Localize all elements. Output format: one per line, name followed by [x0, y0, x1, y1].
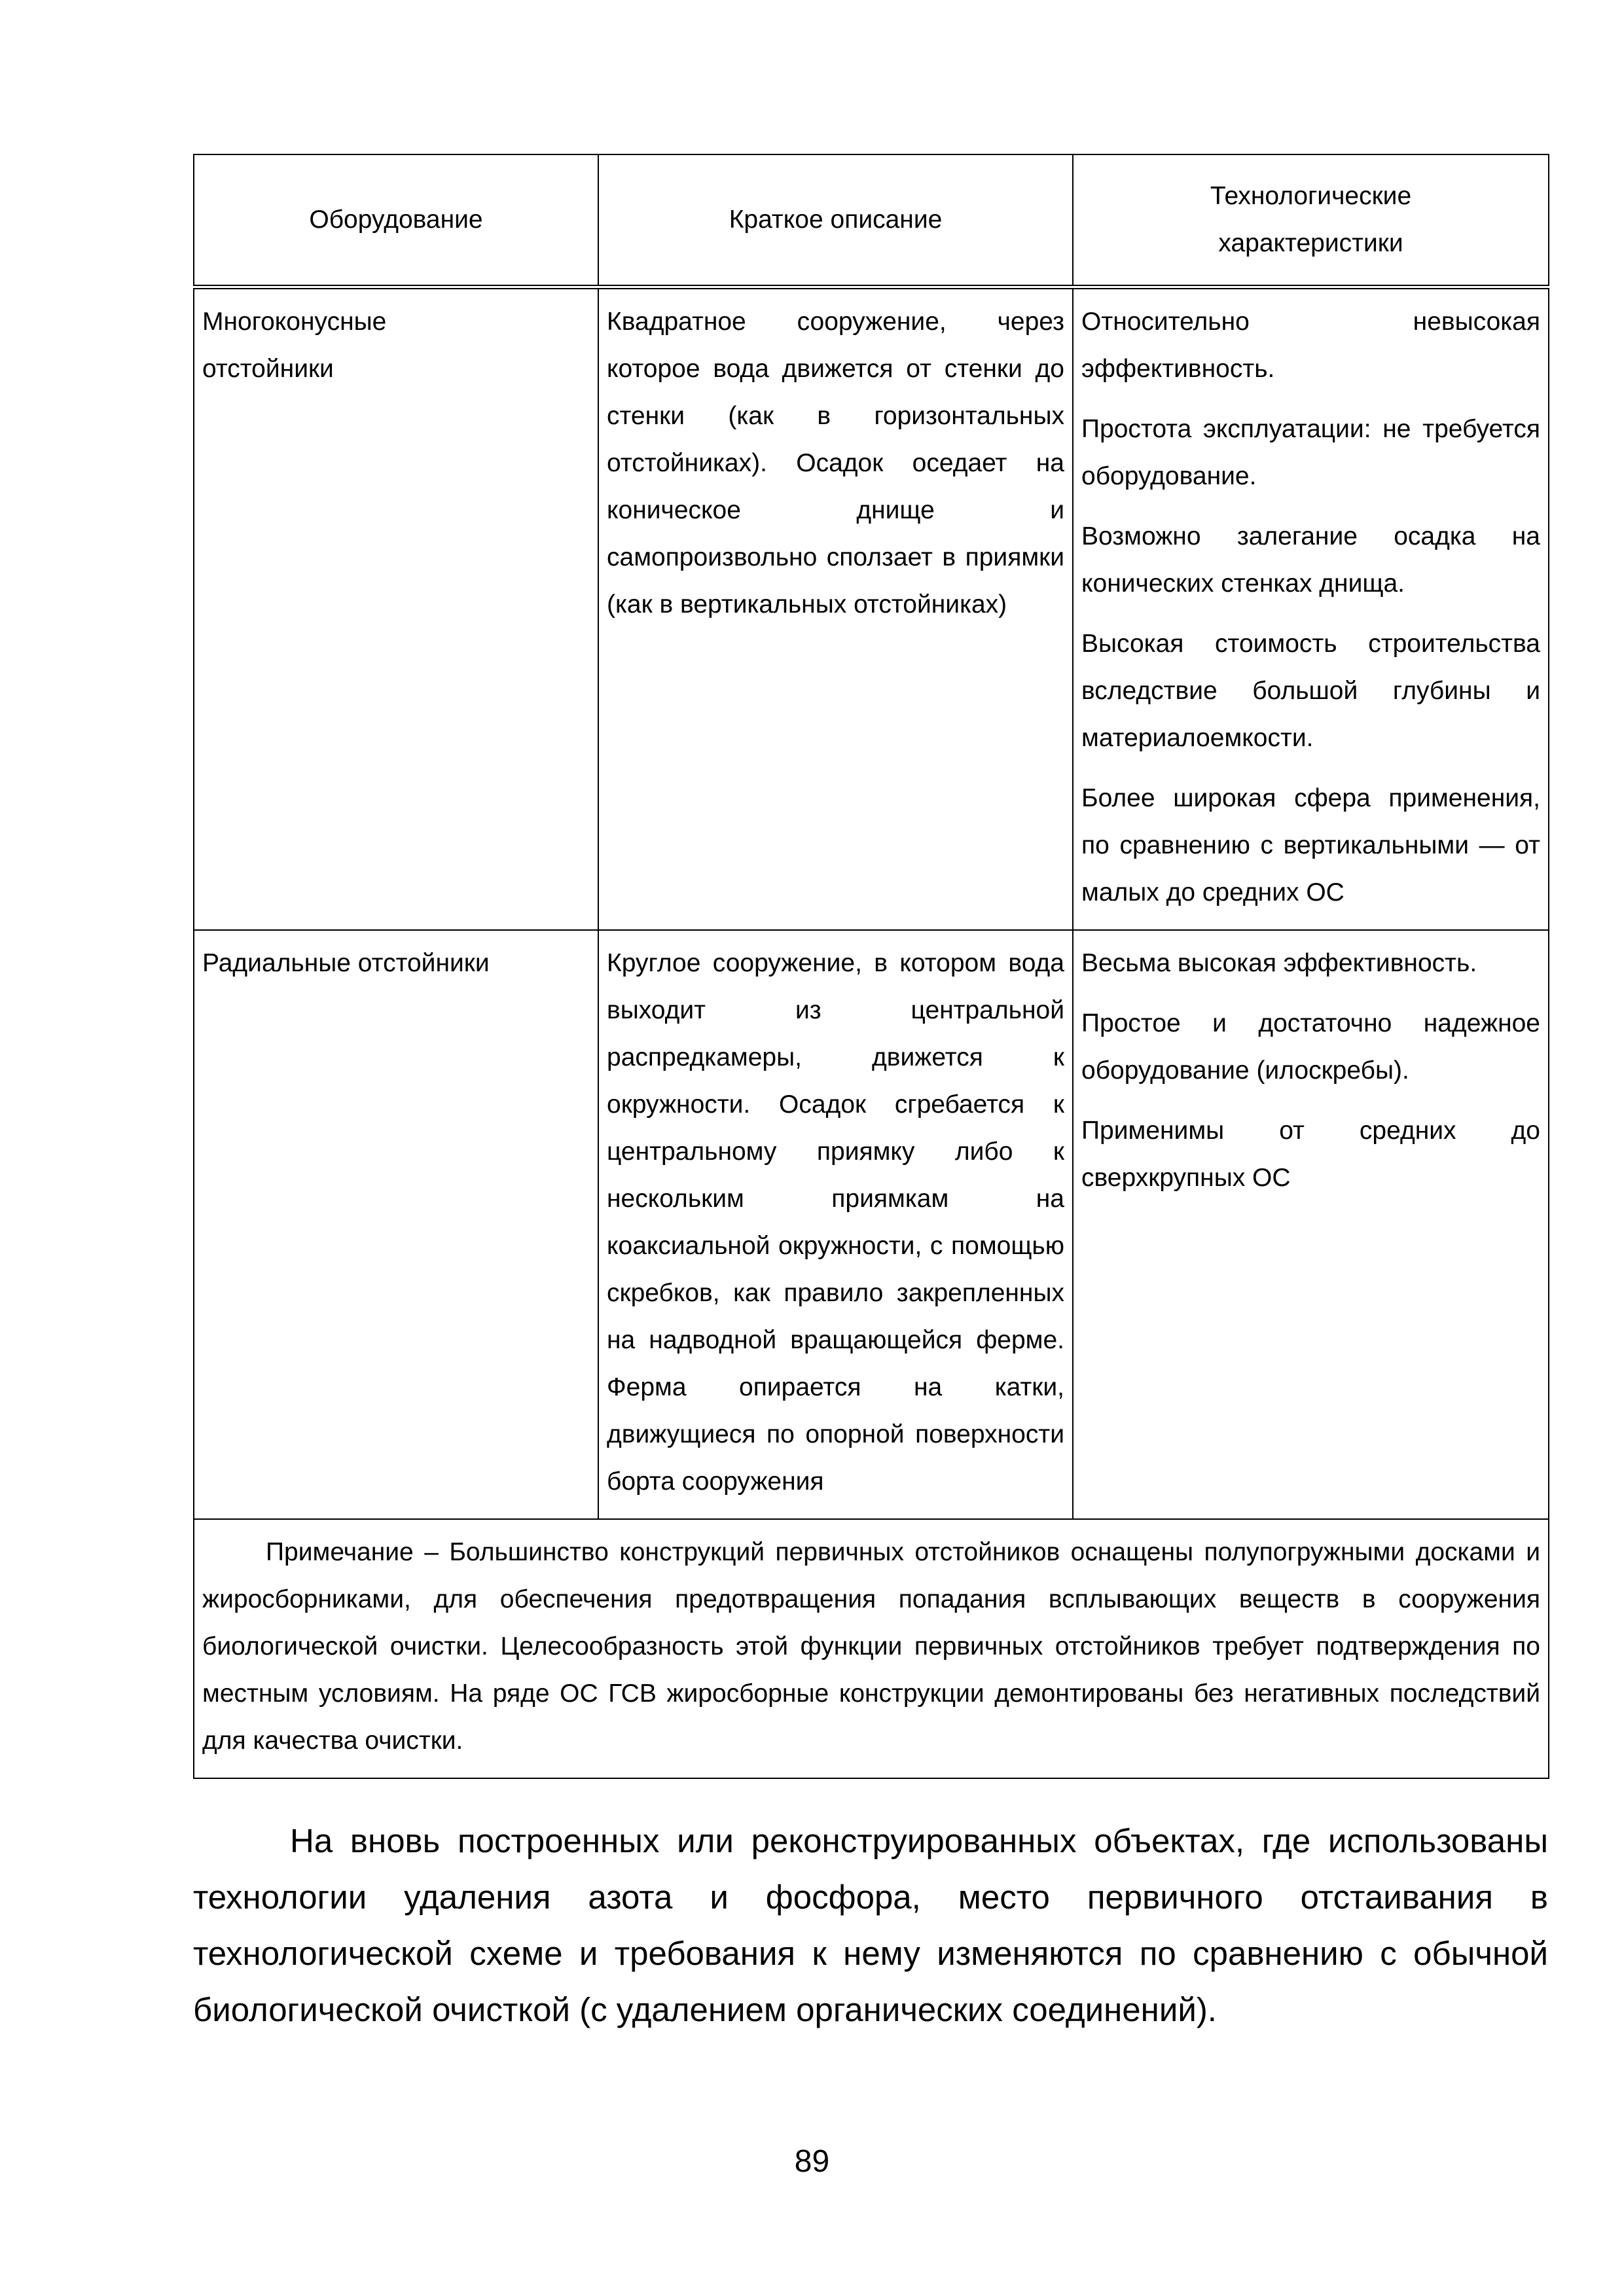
- characteristic-item: Простота эксплуатации: не требуется оборудование.: [1081, 415, 1540, 490]
- equipment-name: Многоконусные отстойники: [202, 308, 387, 383]
- header-characteristics: [1073, 154, 1549, 287]
- characteristic-item: Относительно невысокая эффективность.: [1081, 308, 1540, 383]
- cell-characteristics: [1073, 287, 1549, 931]
- characteristic-item: Весьма высокая эффективность.: [1081, 949, 1477, 977]
- table-note: Примечание – Большинство конструкций первичных отстойников оснащены полупогружными досками и жиросборниками, для обеспечения предотвращения попадания всплывающих веществ в сооружения биологической очистки. Целесообразность этой функции первичных отстойников требует подтверждения по местным условиям. На ряде ОС ГСВ жиросборные конструкции демонтированы без негативных последствий для качества очистки.: [202, 1538, 1540, 1755]
- cell-equipment: [194, 287, 598, 931]
- table-header-row: [194, 154, 1549, 287]
- equipment-table: [193, 154, 1549, 1779]
- page-number: 89: [794, 2144, 830, 2179]
- cell-equipment: Радиальные отстойники: [194, 930, 598, 1519]
- header-characteristics-text: Технологические характеристики: [1210, 182, 1412, 257]
- cell-description: Круглое сооружение, в котором вода выходит из центральной распредкамеры, движется к окружности. Осадок сгребается к центральному приямку либо к нескольким приямкам на коаксиальной окружности, с помощью скребков, как правило закрепленных на надводной вращающейся ферме. Ферма опирается на катки, движущиеся по опорной поверхности борта сооружения: [598, 930, 1073, 1519]
- table-note-cell: [194, 1519, 1549, 1778]
- body-paragraph: На вновь построенных или реконструированных объектах, где использованы технологии удаления азота и фосфора, место первичного отстаивания в технологической схеме и требования к нему изменяются по сравнению с обычной биологической очисткой (с удалением органических соединений).: [193, 1822, 1548, 2028]
- table-row: [194, 287, 1549, 931]
- characteristic-item: Применимы от средних до сверхкрупных ОС: [1081, 1117, 1540, 1192]
- table-note-row: [194, 1519, 1549, 1778]
- characteristic-item: Высокая стоимость строительства вследствие большой глубины и материалоемкости.: [1081, 630, 1540, 752]
- characteristic-item: Более широкая сфера применения, по сравнению с вертикальными — от малых до средних ОС: [1081, 784, 1540, 906]
- header-equipment: Оборудование: [194, 154, 598, 287]
- equipment-table-container: [193, 154, 1548, 1779]
- table-row: [194, 930, 1549, 1519]
- characteristic-item: Простое и достаточно надежное оборудование (илоскребы).: [1081, 1009, 1540, 1085]
- characteristic-item: Возможно залегание осадка на конических стенках днища.: [1081, 522, 1540, 598]
- cell-description: Квадратное сооружение, через которое вода движется от стенки до стенки (как в горизонтальных отстойниках). Осадок оседает на коническое днище и самопроизвольно сползает в приямки (как в вертикальных отстойниках): [598, 287, 1073, 931]
- cell-characteristics: [1073, 930, 1549, 1519]
- header-description: Краткое описание: [598, 154, 1073, 287]
